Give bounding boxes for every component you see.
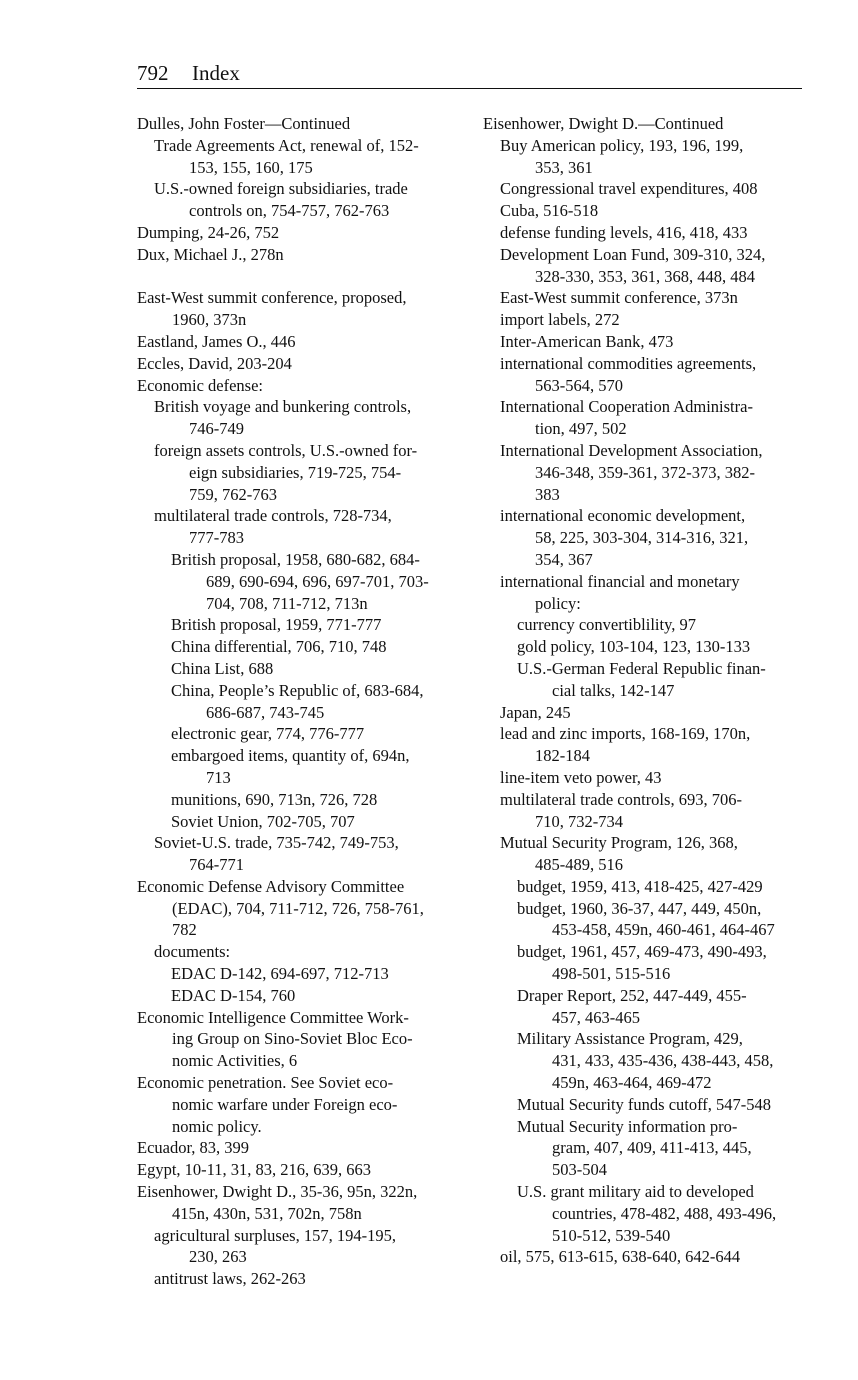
index-entry: [137, 1137, 467, 1159]
index-subentry: [483, 1116, 813, 1181]
index-column-right: [483, 113, 813, 1268]
index-entry-line: tion, 497, 502: [535, 419, 627, 439]
index-entry-line: electronic gear, 774, 776-777: [171, 724, 365, 744]
index-entry: [137, 1072, 467, 1137]
index-entry-line: documents:: [154, 942, 231, 962]
index-entry-line: defense funding levels, 416, 418, 433: [500, 222, 748, 242]
index-subentry: [483, 898, 813, 942]
index-entry-line: 704, 708, 711-712, 713n: [206, 593, 368, 613]
index-entry-line: 498-501, 515-516: [552, 964, 671, 984]
index-entry-line: Soviet Union, 702-705, 707: [171, 811, 355, 831]
index-entry-line: lead and zinc imports, 168-169, 170n,: [500, 724, 751, 744]
index-entry: [137, 331, 467, 353]
index-subentry: [483, 985, 813, 1029]
index-subentry: [137, 396, 467, 440]
index-entry-line: British voyage and bunkering controls,: [154, 397, 412, 417]
index-entry-line: 713: [206, 767, 231, 787]
index-entry-line: international financial and monetary: [500, 571, 740, 591]
index-subentry: [137, 1268, 467, 1290]
index-subentry: [483, 767, 813, 789]
index-entry-line: Eccles, David, 203-204: [137, 353, 292, 373]
index-entry-line: ing Group on Sino-Soviet Bloc Eco-: [172, 1029, 413, 1049]
index-subentry: [483, 331, 813, 353]
index-subentry: [483, 941, 813, 985]
index-entry-line: 346-348, 359-361, 372-373, 382-: [535, 462, 755, 482]
index-entry-line: Mutual Security funds cutoff, 547-548: [517, 1094, 772, 1114]
index-entry-line: 782: [172, 920, 197, 940]
index-entry-line: 415n, 430n, 531, 702n, 758n: [172, 1203, 362, 1223]
index-entry-line: international economic development,: [500, 506, 746, 526]
index-entry-line: controls on, 754-757, 762-763: [189, 201, 390, 221]
index-entry-line: Eisenhower, Dwight D.—Continued: [483, 114, 724, 133]
index-entry-line: Economic Intelligence Committee Work-: [137, 1007, 409, 1027]
index-entry-line: Ecuador, 83, 399: [137, 1138, 250, 1158]
index-subentry: [483, 244, 813, 288]
index-subentry: [483, 636, 813, 658]
index-entry-line: nomic warfare under Foreign eco-: [172, 1094, 398, 1114]
index-subentry: [137, 680, 467, 724]
index-entry-line: 353, 361: [535, 157, 593, 177]
index-entry-line: budget, 1960, 36-37, 447, 449, 450n,: [517, 898, 762, 918]
index-entry-line: 563-564, 570: [535, 375, 623, 395]
index-entry-line: multilateral trade controls, 728-734,: [154, 506, 392, 526]
index-subentry: [483, 222, 813, 244]
index-subentry: [137, 614, 467, 636]
index-entry-line: currency convertiblility, 97: [517, 615, 696, 635]
index-entry-line: 689, 690-694, 696, 697-701, 703-: [206, 571, 429, 591]
index-subentry: [483, 876, 813, 898]
index-subentry: [483, 353, 813, 397]
index-entry-line: import labels, 272: [500, 310, 620, 330]
index-entry-line: 710, 732-734: [535, 811, 623, 831]
index-subentry: [483, 309, 813, 331]
index-entry-line: (EDAC), 704, 711-712, 726, 758-761,: [172, 898, 424, 918]
index-subentry: [137, 811, 467, 833]
page-section-title: Index: [192, 61, 240, 85]
index-entry-line: Mutual Security information pro-: [517, 1116, 738, 1136]
index-entry-line: policy:: [535, 593, 581, 613]
index-entry-line: 459n, 463-464, 469-472: [552, 1073, 712, 1093]
index-entry-line: agricultural surpluses, 157, 194-195,: [154, 1225, 396, 1245]
index-entry-line: 182-184: [535, 746, 590, 766]
index-subentry: [137, 789, 467, 811]
index-entry-line: gold policy, 103-104, 123, 130-133: [517, 637, 751, 657]
index-entry-line: 485-489, 516: [535, 855, 623, 875]
index-subentry: [137, 549, 467, 614]
index-subentry: [137, 135, 467, 179]
index-subentry: [483, 396, 813, 440]
index-entry-line: Buy American policy, 193, 196, 199,: [500, 135, 744, 155]
index-entry-line: China differential, 706, 710, 748: [171, 637, 387, 657]
index-subentry: [137, 832, 467, 876]
index-entry: [137, 244, 467, 266]
index-entry-line: oil, 575, 613-615, 638-640, 642-644: [500, 1247, 741, 1267]
index-entry-line: Trade Agreements Act, renewal of, 152-: [154, 135, 419, 155]
index-entry-line: 759, 762-763: [189, 484, 277, 504]
index-entry-line: Inter-American Bank, 473: [500, 331, 674, 351]
index-entry-line: 58, 225, 303-304, 314-316, 321,: [535, 528, 749, 548]
index-entry-line: Draper Report, 252, 447-449, 455-: [517, 985, 747, 1005]
index-entry: [137, 1181, 467, 1225]
index-subentry: [137, 440, 467, 505]
index-subentry: [483, 571, 813, 615]
index-subentry: [137, 723, 467, 745]
index-entry-line: 686-687, 743-745: [206, 702, 325, 722]
index-subentry: [137, 636, 467, 658]
index-subentry: [137, 1225, 467, 1269]
index-subentry: [483, 200, 813, 222]
index-entry-line: Military Assistance Program, 429,: [517, 1029, 743, 1049]
index-entry-line: East-West summit conference, 373n: [500, 288, 738, 308]
index-entry-line: countries, 478-482, 488, 493-496,: [552, 1203, 777, 1223]
index-entry-line: 503-504: [552, 1160, 607, 1180]
index-entry: [137, 375, 467, 397]
index-entry-line: International Development Association,: [500, 440, 763, 460]
index-entry-line: gram, 407, 409, 411-413, 445,: [552, 1138, 752, 1158]
index-entry-line: 457, 463-465: [552, 1007, 640, 1027]
index-entry: [137, 876, 467, 941]
index-entry-line: Economic Defense Advisory Committee: [137, 876, 405, 896]
index-entry-line: 764-771: [189, 855, 244, 875]
index-subentry: [483, 440, 813, 505]
index-entry-line: nomic Activities, 6: [172, 1051, 298, 1071]
index-subentry: [137, 941, 467, 963]
index-entry-line: International Cooperation Administra-: [500, 397, 753, 417]
index-entry: [483, 113, 813, 135]
index-entry-line: budget, 1961, 457, 469-473, 490-493,: [517, 942, 767, 962]
index-entry-line: cial talks, 142-147: [552, 680, 675, 700]
index-entry-line: 328-330, 353, 361, 368, 448, 484: [535, 266, 755, 286]
page-number: 792: [137, 61, 169, 85]
index-subentry: [483, 178, 813, 200]
index-entry-line: Eastland, James O., 446: [137, 331, 296, 351]
index-entry-line: budget, 1959, 413, 418-425, 427-429: [517, 876, 763, 896]
index-entry: [137, 113, 467, 135]
index-subentry: [483, 1246, 813, 1268]
index-entry-line: Economic penetration. See Soviet eco-: [137, 1073, 394, 1093]
index-entry-line: foreign assets controls, U.S.-owned for-: [154, 440, 418, 460]
index-subentry: [483, 614, 813, 636]
index-entry-line: Development Loan Fund, 309-310, 324,: [500, 244, 766, 264]
index-entry-line: 453-458, 459n, 460-461, 464-467: [552, 920, 775, 940]
index-entry-line: 383: [535, 484, 560, 504]
index-subentry: [483, 789, 813, 833]
index-entry-line: multilateral trade controls, 693, 706-: [500, 789, 742, 809]
index-entry: [137, 222, 467, 244]
index-entry-line: EDAC D-154, 760: [171, 985, 296, 1005]
index-entry-line: 354, 367: [535, 549, 593, 569]
index-entry-line: U.S.-owned foreign subsidiaries, trade: [154, 179, 408, 199]
index-subentry: [137, 505, 467, 549]
index-column-left: [137, 113, 467, 1290]
index-entry-line: 777-783: [189, 528, 244, 548]
index-subentry: [483, 135, 813, 179]
index-entry-line: 153, 155, 160, 175: [189, 157, 313, 177]
index-subentry: [137, 963, 467, 985]
index-entry-line: Congressional travel expenditures, 408: [500, 179, 758, 199]
page-header: [137, 58, 802, 89]
index-entry-line: Egypt, 10-11, 31, 83, 216, 639, 663: [137, 1160, 372, 1180]
index-entry: [137, 1007, 467, 1072]
index-entry-line: Soviet-U.S. trade, 735-742, 749-753,: [154, 833, 399, 853]
index-entry-line: 431, 433, 435-436, 438-443, 458,: [552, 1051, 774, 1071]
index-entry-line: Japan, 245: [500, 702, 571, 722]
index-entry-line: China List, 688: [171, 658, 274, 678]
index-entry-line: China, People’s Republic of, 683-684,: [171, 680, 424, 700]
index-entry-line: international commodities agreements,: [500, 353, 757, 373]
index-entry-line: British proposal, 1959, 771-777: [171, 615, 382, 635]
index-entry-line: Economic defense:: [137, 375, 263, 395]
index-entry-line: British proposal, 1958, 680-682, 684-: [171, 549, 420, 569]
index-entry-line: Cuba, 516-518: [500, 201, 599, 221]
index-entry-line: 230, 263: [189, 1247, 247, 1267]
index-subentry: [483, 1094, 813, 1116]
index-entry-line: antitrust laws, 262-263: [154, 1269, 306, 1289]
index-entry-line: embargoed items, quantity of, 694n,: [171, 746, 410, 766]
index-subentry: [137, 178, 467, 222]
index-entry-line: Eisenhower, Dwight D., 35-36, 95n, 322n,: [137, 1182, 418, 1202]
index-entry-line: line-item veto power, 43: [500, 767, 662, 787]
index-entry-line: munitions, 690, 713n, 726, 728: [171, 789, 378, 809]
index-subentry: [483, 505, 813, 570]
index-entry-line: EDAC D-142, 694-697, 712-713: [171, 964, 389, 984]
index-subentry: [483, 723, 813, 767]
index-entry-line: 510-512, 539-540: [552, 1225, 671, 1245]
index-subentry: [483, 287, 813, 309]
index-subentry: [137, 658, 467, 680]
index-entry-line: nomic policy.: [172, 1116, 262, 1136]
index-entry: [137, 353, 467, 375]
index-subentry: [483, 658, 813, 702]
index-subentry: [483, 1028, 813, 1093]
index-entry-line: Dumping, 24-26, 752: [137, 222, 280, 242]
index-entry: [137, 287, 467, 331]
index-subentry: [483, 702, 813, 724]
index-entry: [137, 1159, 467, 1181]
index-entry-line: Dux, Michael J., 278n: [137, 244, 284, 264]
index-entry-line: eign subsidiaries, 719-725, 754-: [189, 462, 402, 482]
index-subentry: [483, 832, 813, 876]
index-entry-line: U.S.-German Federal Republic finan-: [517, 658, 766, 678]
index-entry-line: Dulles, John Foster—Continued: [137, 114, 351, 133]
entry-spacer: [137, 266, 467, 288]
index-subentry: [137, 985, 467, 1007]
index-entry-line: U.S. grant military aid to developed: [517, 1182, 754, 1202]
index-entry-line: Mutual Security Program, 126, 368,: [500, 833, 738, 853]
index-entry-line: 1960, 373n: [172, 310, 247, 330]
index-entry-line: 746-749: [189, 419, 244, 439]
index-entry-line: East-West summit conference, proposed,: [137, 288, 407, 308]
index-subentry: [137, 745, 467, 789]
index-subentry: [483, 1181, 813, 1246]
